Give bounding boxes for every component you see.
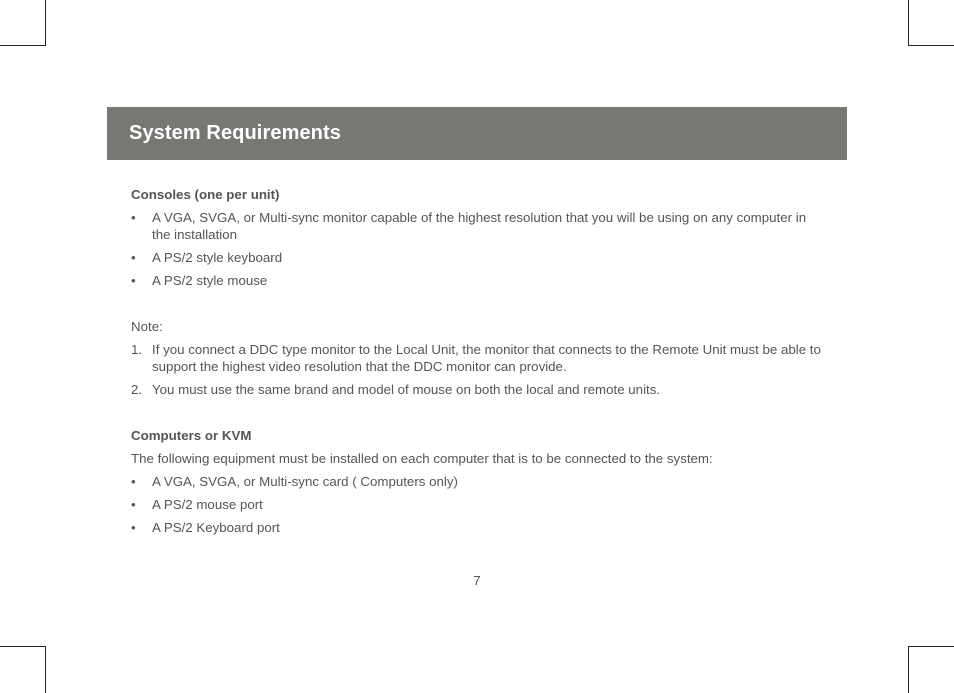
- crop-mark-top-left: [0, 0, 46, 46]
- list-item: [131, 473, 821, 490]
- list-item: [131, 341, 821, 375]
- list-item: [131, 249, 821, 266]
- bullet-marker: •: [131, 474, 136, 489]
- note-label: Note:: [131, 319, 163, 334]
- list-item-text: A VGA, SVGA, or Multi-sync monitor capable of the highest resolution that you will be using on any computer in the installation: [152, 210, 807, 242]
- bullet-marker: •: [131, 497, 136, 512]
- crop-mark-bottom-left: [0, 646, 46, 693]
- bullet-marker: •: [131, 273, 136, 288]
- list-item-text: A PS/2 mouse port: [152, 497, 263, 512]
- section-title: System Requirements: [129, 122, 341, 144]
- section-banner: [107, 107, 847, 160]
- page-content: [131, 186, 821, 542]
- computers-heading: Computers or KVM: [131, 428, 252, 443]
- crop-mark-top-right: [908, 0, 954, 46]
- list-item-text: A PS/2 Keyboard port: [152, 520, 280, 535]
- crop-mark-bottom-right: [908, 646, 954, 693]
- list-item-text: A PS/2 style keyboard: [152, 250, 283, 265]
- list-item: [131, 381, 821, 398]
- list-item: [131, 209, 821, 243]
- computers-intro: The following equipment must be installed on each computer that is to be connected to the system:: [131, 451, 713, 466]
- bullet-marker: •: [131, 250, 136, 265]
- number-marker: 2.: [131, 382, 143, 397]
- number-marker: 1.: [131, 342, 143, 357]
- consoles-list: [131, 209, 821, 289]
- computers-list: [131, 473, 821, 536]
- list-item-text: You must use the same brand and model of mouse on both the local and remote units.: [152, 382, 661, 397]
- list-item-text: A PS/2 style mouse: [152, 273, 268, 288]
- list-item: [131, 519, 821, 536]
- page-number: 7: [473, 573, 481, 588]
- list-item-text: A VGA, SVGA, or Multi-sync card ( Computers only): [152, 474, 458, 489]
- list-item: [131, 272, 821, 289]
- bullet-marker: •: [131, 210, 136, 225]
- notes-list: [131, 341, 821, 398]
- consoles-heading: Consoles (one per unit): [131, 187, 280, 202]
- list-item: [131, 496, 821, 513]
- list-item-text: If you connect a DDC type monitor to the Local Unit, the monitor that connects to the Remote Unit must be able to support the highest video resolution that the DDC monitor can provide.: [152, 342, 821, 374]
- bullet-marker: •: [131, 520, 136, 535]
